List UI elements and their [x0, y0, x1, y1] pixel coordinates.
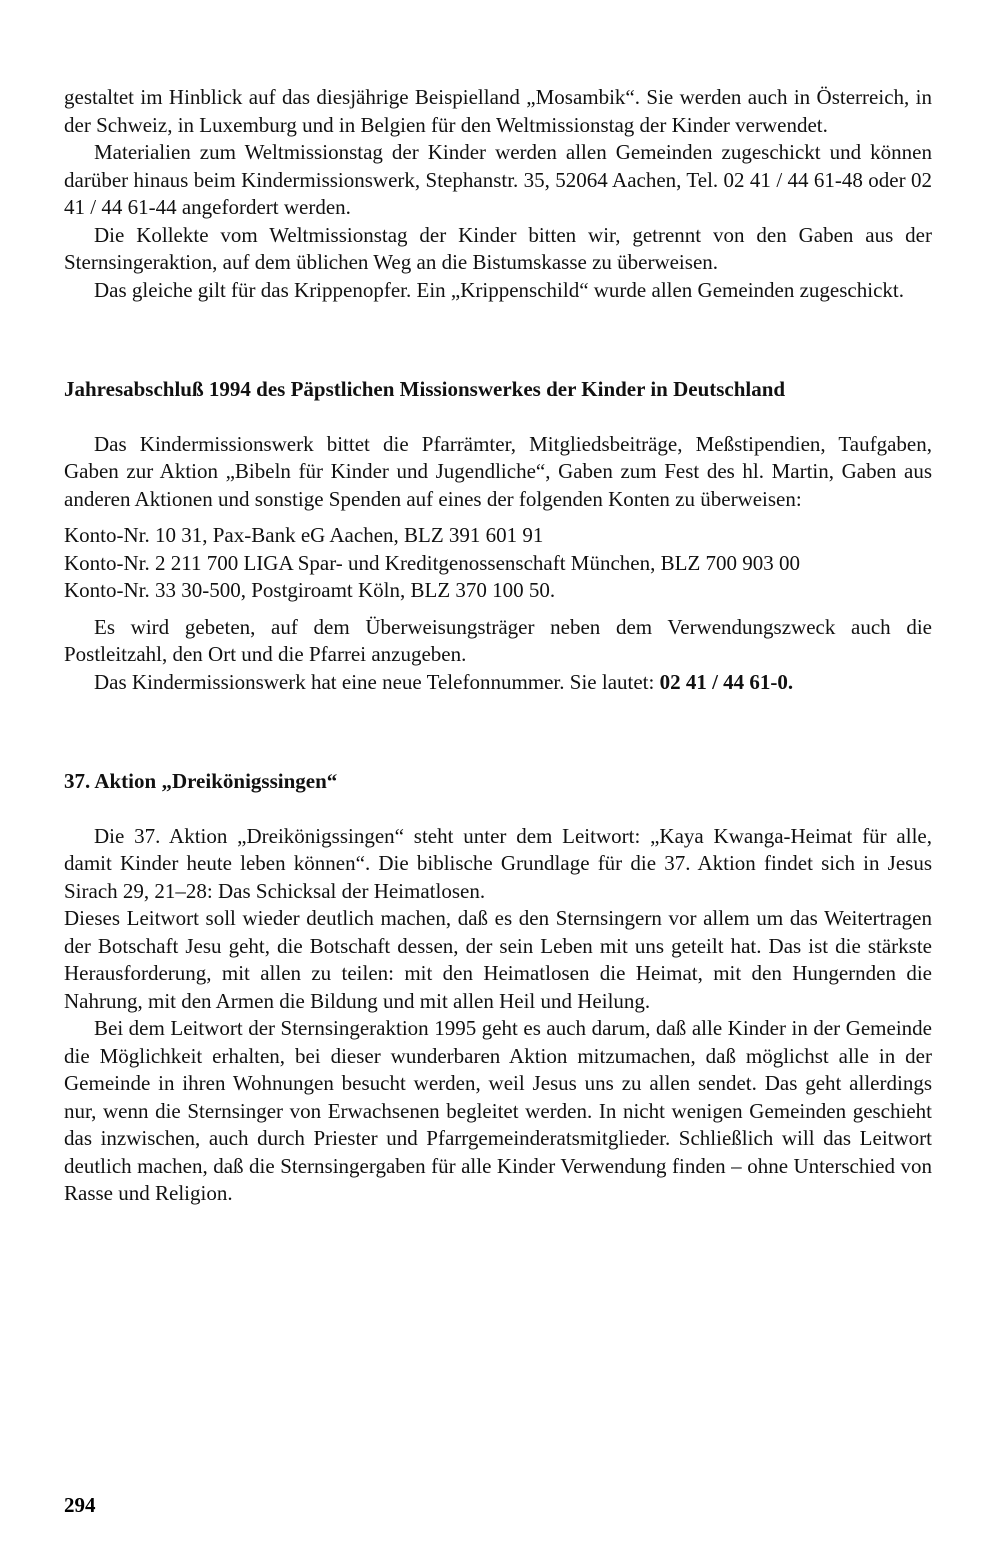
section2-paragraph-2: Dieses Leitwort soll wieder deutlich machen, daß es den Sternsingern vor allem um das Weitertragen der Botschaft Jesu geht, die Botschaft dessen, der sein Leben mit uns geteilt hat. Das ist die stärkste Herausforderung, mit allen zu teilen: mit den Heimatlosen die Heimat, mit den Hungernden die Nahrung, mit den Armen die Bildung und mit allen Heil und Heilung. [64, 906, 932, 1013]
spacer [64, 304, 932, 376]
spacer [64, 513, 932, 522]
intro-paragraph-1: gestaltet im Hinblick auf das diesjährige Beispielland „Mosambik“. Sie werden auch in Österreich, in der Schweiz, in Luxemburg und in Belgien für den Weltmissionstag der Kinder verwendet. [64, 85, 932, 137]
section1-paragraph-3 [64, 669, 932, 697]
section2-paragraph-1: Die 37. Aktion „Dreikönigssingen“ steht unter dem Leitwort: „Kaya Kwanga-Heimat für alle, damit Kinder heute leben können“. Die biblische Grundlage für die 37. Aktion findet sich in Jesus Sirach 29, 21–28: Das Schicksal der Heimatlosen. [64, 823, 932, 903]
bank-account-2: Konto-Nr. 2 211 700 LIGA Spar- und Kreditgenossenschaft München, BLZ 700 903 00 [64, 550, 801, 575]
intro-paragraph-4: Das gleiche gilt für das Krippenopfer. Ein „Krippenschild“ wurde allen Gemeinden zugeschickt. [94, 277, 904, 302]
spacer [64, 796, 932, 823]
spacer [64, 404, 932, 431]
bank-account-3: Konto-Nr. 33 30-500, Postgiroamt Köln, BLZ 370 100 50. [64, 578, 556, 602]
section-heading-jahresabschluss: Jahresabschluß 1994 des Päpstlichen Missionswerkes der Kinder in Deutschland [64, 377, 786, 401]
phone-notice-text: Das Kindermissionswerk hat eine neue Telefonnummer. Sie lautet: [94, 669, 660, 694]
phone-number: 02 41 / 44 61-0. [659, 669, 794, 694]
intro-paragraph-2: Materialien zum Weltmissionstag der Kinder werden allen Gemeinden zugeschickt und können darüber hinaus beim Kindermissionswerk, Stephanstr. 35, 52064 Aachen, Tel. 02 41 / 44 61-48 oder 02 41 / 44 61-44 angefordert werden. [64, 140, 932, 219]
spacer [64, 696, 932, 768]
intro-paragraph-3: Die Kollekte vom Weltmissionstag der Kinder bitten wir, getrennt von den Gaben aus der Sternsingeraktion, auf dem üblichen Weg an die Bistumskasse zu überweisen. [64, 222, 932, 274]
bank-account-1: Konto-Nr. 10 31, Pax-Bank eG Aachen, BLZ 391 601 91 [64, 523, 544, 547]
page-number: 294 [64, 1493, 96, 1517]
section1-paragraph-2: Es wird gebeten, auf dem Überweisungsträger neben dem Verwendungszweck auch die Postleitzahl, den Ort und die Pfarrei anzugeben. [64, 614, 932, 666]
spacer [64, 605, 932, 614]
section-heading-dreikoenigssingen: 37. Aktion „Dreikönigssingen“ [64, 769, 338, 793]
section1-paragraph-1: Das Kindermissionswerk bittet die Pfarrämter, Mitgliedsbeiträge, Meßstipendien, Taufgaben, Gaben zur Aktion „Bibeln für Kinder und Jugendliche“, Gaben zum Fest des hl. Martin, Gaben aus anderen Aktionen und sonstige Spenden auf eines der folgenden Konten zu überweisen: [64, 431, 932, 511]
section2-paragraph-3: Bei dem Leitwort der Sternsingeraktion 1995 geht es auch darum, daß alle Kinder in der Gemeinde die Möglichkeit erhalten, bei dieser wunderbaren Aktion mitzumachen, daß möglichst alle in der Gemeinde in ihren Wohnungen besucht werden, weil Jesus uns zu allen sendet. Das geht allerdings nur, wenn die Sternsinger von Erwachsenen begleitet werden. In nicht wenigen Gemeinden geschieht das inzwischen, auch durch Priester und Pfarrgemeinderatsmitglieder. Schließlich will das Leitwort deutlich machen, daß die Sternsingergaben für alle Kinder Verwendung finden – ohne Unterschied von Rasse und Religion. [64, 1016, 932, 1205]
